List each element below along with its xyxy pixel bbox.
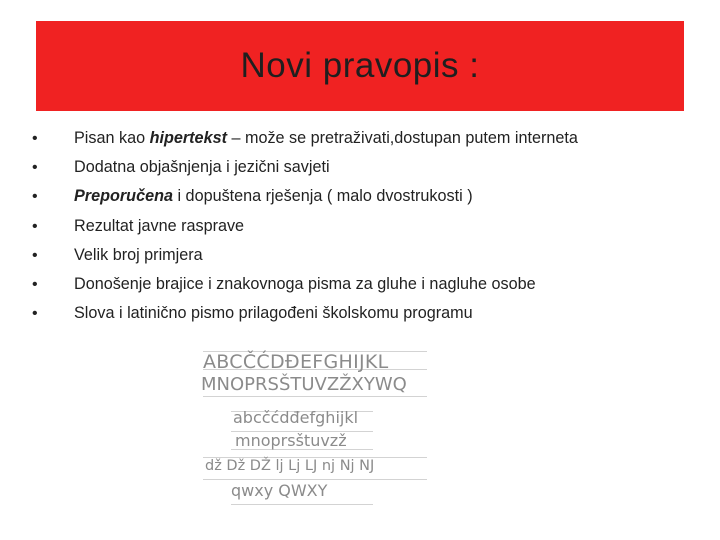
bullet-text: Donošenje brajice i znakovnoga pisma za gluhe i nagluhe osobe (74, 274, 536, 293)
bullet-text: Dodatna objašnjenja i jezični savjeti (74, 158, 330, 177)
bullet-icon: • (32, 130, 38, 147)
digraph-line: dž Dž DŽ lj Lj LJ nj Nj NJ (205, 458, 375, 474)
bullet-icon: • (32, 217, 38, 235)
alphabet-uppercase-line-2: MNOPRSŠTUVZŽXYWQ (201, 374, 407, 395)
bullet-text: Rezultat javne rasprave (74, 216, 245, 235)
bullet-text: Slova i latinično pismo prilagođeni školskomu programu (74, 304, 473, 323)
bullet-icon: • (32, 275, 38, 293)
bullet-icon: • (32, 305, 38, 323)
ruled-line (231, 504, 373, 505)
bullet-item (28, 158, 578, 187)
emphasis-text: Preporučena (74, 187, 173, 206)
emphasis-text: hipertekst (149, 129, 227, 147)
foreign-letters-line: qwxy QWXY (231, 481, 328, 500)
title-banner (36, 21, 684, 111)
bullet-item (28, 217, 578, 246)
bullet-item (28, 129, 578, 158)
bullet-icon: • (32, 246, 38, 264)
bullet-text: Preporučena i dopuštena rješenja ( malo dvostrukosti ) (74, 187, 473, 206)
slide-title: Novi pravopis : (240, 46, 480, 85)
alphabet-image (197, 349, 433, 509)
alphabet-lowercase-line-1: abcčćdđefghijkl (233, 408, 359, 427)
ruled-line (203, 479, 427, 480)
bullet-item (28, 275, 578, 304)
alphabet-uppercase-line-1: ABCČĆDĐEFGHIJKL (203, 351, 389, 373)
bullet-icon: • (32, 188, 38, 206)
ruled-line (203, 396, 427, 397)
bullet-text: Pisan kao hipertekst – može se pretraživati,dostupan putem interneta (74, 129, 578, 147)
bullet-list (28, 129, 578, 333)
bullet-icon: • (32, 159, 38, 177)
alphabet-lowercase-line-2: mnoprsštuvzž (235, 431, 347, 450)
bullet-item (28, 246, 578, 275)
bullet-item (28, 187, 578, 216)
bullet-item (28, 304, 578, 333)
bullet-text: Velik broj primjera (74, 245, 203, 264)
